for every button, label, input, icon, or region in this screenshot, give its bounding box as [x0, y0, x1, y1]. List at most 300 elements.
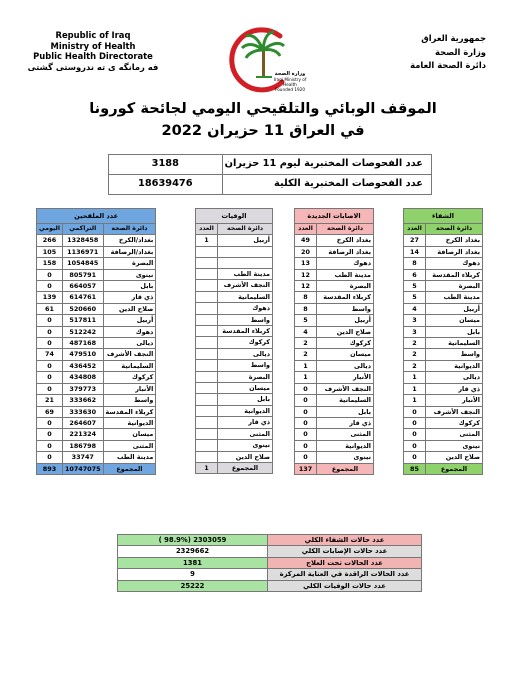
deaths-count: [196, 440, 218, 451]
vaccinated-daily: 0: [37, 417, 63, 428]
summary-value: 9: [118, 569, 268, 580]
summary-label: عدد حالات الإصابات الكلي: [268, 546, 422, 557]
summary-label: عدد حالات الشفاء الكلي: [268, 535, 422, 546]
summary-table: [117, 534, 422, 592]
cases-row: [295, 235, 374, 246]
vaccinated-cumulative: 805791: [62, 269, 103, 280]
deaths-count: [196, 383, 218, 394]
vaccinated-daily: 0: [37, 338, 63, 349]
recovered-name: المثنى: [426, 429, 483, 440]
vaccinated-name: ميسان: [103, 429, 156, 440]
tests-total-value: 18639476: [109, 175, 223, 195]
vaccinated-col-daily: اليومي: [37, 224, 63, 235]
recovered-count: 3: [404, 326, 426, 337]
deaths-count: [196, 348, 218, 359]
vaccinated-name: الديوانية: [103, 417, 156, 428]
deaths-row: [196, 405, 273, 416]
cases-name: بغداد الرصافة: [317, 246, 374, 257]
vaccinated-row: [37, 303, 156, 314]
deaths-row: [196, 291, 273, 302]
recovered-count: 4: [404, 303, 426, 314]
vaccinated-name: المثنى: [103, 440, 156, 451]
recovered-name: بابل: [426, 326, 483, 337]
recovered-row: [404, 360, 483, 371]
deaths-row: [196, 360, 273, 371]
cases-row: [295, 292, 374, 303]
deaths-name: دهوك: [218, 303, 273, 314]
recovered-count: 2: [404, 349, 426, 360]
deaths-count: [196, 405, 218, 416]
recovered-count: 3: [404, 315, 426, 326]
cases-name: أربيل: [317, 315, 374, 326]
deaths-count: 1: [196, 235, 218, 246]
recovered-row: [404, 235, 483, 246]
cases-count: 1: [295, 372, 317, 383]
cases-count: 5: [295, 315, 317, 326]
recovered-total: 85: [404, 463, 426, 474]
vaccinated-daily: 0: [37, 269, 63, 280]
recovered-count: 2: [404, 360, 426, 371]
vaccinated-name: البصرة: [103, 258, 156, 269]
vaccinated-cumulative: 379773: [62, 383, 103, 394]
cases-count: 8: [295, 292, 317, 303]
vaccinated-row: [37, 338, 156, 349]
vaccinated-table: [36, 208, 156, 475]
cases-title: الاصابات الجديدة: [295, 209, 374, 224]
vaccinated-name: بغداد/الرصافة: [103, 246, 156, 257]
recovered-row: [404, 406, 483, 417]
cases-name: صلاح الدين: [317, 326, 374, 337]
recovered-row: [404, 372, 483, 383]
recovered-name: واسط: [426, 349, 483, 360]
vaccinated-daily: 0: [37, 372, 63, 383]
deaths-name: [218, 257, 273, 268]
vaccinated-row: [37, 372, 156, 383]
recovered-count: 6: [404, 269, 426, 280]
deaths-name: أربيل: [218, 235, 273, 246]
vaccinated-daily: 61: [37, 303, 63, 314]
deaths-name: ديالى: [218, 348, 273, 359]
cases-col-count: العدد: [295, 224, 317, 235]
recovered-count: 0: [404, 452, 426, 463]
cases-name: البصرة: [317, 281, 374, 292]
vaccinated-name: دهوك: [103, 326, 156, 337]
recovered-row: [404, 281, 483, 292]
vaccinated-row: [37, 281, 156, 292]
deaths-row: [196, 348, 273, 359]
deaths-name: واسط: [218, 314, 273, 325]
cases-count: 0: [295, 383, 317, 394]
logo-text: Founded 1920: [274, 87, 305, 92]
vaccinated-row: [37, 349, 156, 360]
vaccinated-cumulative: 436452: [62, 360, 103, 371]
deaths-name: ذي قار: [218, 417, 273, 428]
cases-row: [295, 360, 374, 371]
vaccinated-cumulative: 1054845: [62, 258, 103, 269]
cases-row: [295, 406, 374, 417]
vaccinated-cumulative: 517811: [62, 315, 103, 326]
cases-name: واسط: [317, 303, 374, 314]
cases-row: [295, 246, 374, 257]
deaths-name: واسط: [218, 360, 273, 371]
vaccinated-daily: 266: [37, 235, 63, 246]
recovered-count: 1: [404, 383, 426, 394]
deaths-count: [196, 246, 218, 257]
vaccinated-row: [37, 440, 156, 451]
cases-row: [295, 269, 374, 280]
vaccinated-total-label: المجموع: [103, 463, 156, 474]
summary-row: [118, 557, 422, 568]
recovered-count: 2: [404, 338, 426, 349]
recovered-row: [404, 452, 483, 463]
recovered-count: 0: [404, 429, 426, 440]
recovered-name: نينوى: [426, 440, 483, 451]
deaths-count: [196, 428, 218, 439]
recovered-row: [404, 258, 483, 269]
cases-row: [295, 440, 374, 451]
recovered-col-count: العدد: [404, 224, 426, 235]
vaccinated-name: الأنبار: [103, 383, 156, 394]
recovered-count: 1: [404, 395, 426, 406]
vaccinated-col-name: دائرة الصحة: [103, 224, 156, 235]
deaths-row: [196, 303, 273, 314]
cases-row: [295, 281, 374, 292]
vaccinated-daily: 0: [37, 429, 63, 440]
vaccinated-daily: 0: [37, 383, 63, 394]
cases-table: [294, 208, 374, 475]
summary-row: [118, 580, 422, 591]
vaccinated-cumulative: 333630: [62, 406, 103, 417]
vaccinated-daily: 74: [37, 349, 63, 360]
recovered-count: 0: [404, 440, 426, 451]
cases-row: [295, 417, 374, 428]
deaths-name: مدينة الطب: [218, 269, 273, 280]
recovered-col-name: دائرة الصحة: [426, 224, 483, 235]
recovered-count: 8: [404, 258, 426, 269]
deaths-name: البصرة: [218, 371, 273, 382]
recovered-name: كركوك: [426, 417, 483, 428]
vaccinated-name: بابل: [103, 281, 156, 292]
deaths-name: صلاح الدين: [218, 451, 273, 462]
recovered-count: 14: [404, 246, 426, 257]
deaths-total: 1: [196, 462, 218, 473]
vaccinated-name: النجف الأشرف: [103, 349, 156, 360]
vaccinated-cumulative: 221324: [62, 429, 103, 440]
deaths-row: [196, 326, 273, 337]
deaths-name: النجف الأشرف: [218, 280, 273, 291]
cases-row: [295, 349, 374, 360]
vaccinated-cumulative: 487168: [62, 338, 103, 349]
cases-name: دهوك: [317, 258, 374, 269]
deaths-col-count: العدد: [196, 224, 218, 235]
deaths-name: ميسان: [218, 383, 273, 394]
summary-value: 25222: [118, 580, 268, 591]
vaccinated-daily: 105: [37, 246, 63, 257]
vaccinated-cumulative: 512242: [62, 326, 103, 337]
cases-count: 2: [295, 338, 317, 349]
recovered-row: [404, 303, 483, 314]
header-english: [18, 30, 168, 72]
recovered-row: [404, 269, 483, 280]
cases-count: 1: [295, 360, 317, 371]
deaths-count: [196, 337, 218, 348]
recovered-name: البصرة: [426, 281, 483, 292]
recovered-row: [404, 246, 483, 257]
deaths-row: [196, 235, 273, 246]
vaccinated-cumulative: 33747: [62, 452, 103, 463]
vaccinated-row: [37, 406, 156, 417]
vaccinated-daily: 158: [37, 258, 63, 269]
cases-row: [295, 395, 374, 406]
vaccinated-cumulative: 186798: [62, 440, 103, 451]
recovered-total-label: المجموع: [426, 463, 483, 474]
vaccinated-row: [37, 315, 156, 326]
report-title-line1: الموقف الوبائي والتلقيحي اليومي لجائحة كورونا: [89, 100, 437, 117]
cases-count: 13: [295, 258, 317, 269]
cases-name: النجف الأشرف: [317, 383, 374, 394]
cases-row: [295, 315, 374, 326]
deaths-name: المثنى: [218, 428, 273, 439]
deaths-row: [196, 394, 273, 405]
recovered-count: 5: [404, 281, 426, 292]
cases-row: [295, 372, 374, 383]
vaccinated-daily: 0: [37, 326, 63, 337]
vaccinated-daily: 0: [37, 281, 63, 292]
cases-name: ميسان: [317, 349, 374, 360]
recovered-name: الديوانية: [426, 360, 483, 371]
recovered-name: دهوك: [426, 258, 483, 269]
header-ar-line: جمهورية العراق: [421, 33, 486, 43]
deaths-name: نينوى: [218, 440, 273, 451]
deaths-row: [196, 269, 273, 280]
cases-name: الأنبار: [317, 372, 374, 383]
summary-label: عدد الحالات تحت العلاج: [268, 557, 422, 568]
header-en-line: Republic of Iraq: [55, 30, 131, 40]
cases-name: كربلاء المقدسة: [317, 292, 374, 303]
vaccinated-name: ديالى: [103, 338, 156, 349]
logo-text: وزارة الصحة: [274, 71, 306, 77]
recovered-name: ديالى: [426, 372, 483, 383]
vaccinated-daily: 139: [37, 292, 63, 303]
recovered-name: ميسان: [426, 315, 483, 326]
deaths-row: [196, 383, 273, 394]
vaccinated-title: عدد الملقحين: [37, 209, 156, 224]
cases-name: نينوى: [317, 452, 374, 463]
tests-daily-label: عدد الفحوصات المختبرية ليوم 11 حزيران: [222, 155, 431, 175]
ministry-logo: [218, 20, 310, 100]
deaths-name: كركوك: [218, 337, 273, 348]
deaths-name: الديوانية: [218, 405, 273, 416]
cases-count: 0: [295, 440, 317, 451]
summary-row: [118, 569, 422, 580]
cases-count: 8: [295, 303, 317, 314]
recovered-row: [404, 395, 483, 406]
summary-value: 1381: [118, 557, 268, 568]
vaccinated-row: [37, 258, 156, 269]
header-ar-line: دائرة الصحة العامة: [410, 60, 486, 70]
recovered-name: صلاح الدين: [426, 452, 483, 463]
deaths-count: [196, 394, 218, 405]
header-en-line: فه رمانگه ی ته ندروستی گشتی: [27, 61, 159, 72]
recovered-row: [404, 417, 483, 428]
cases-count: 12: [295, 269, 317, 280]
recovered-title: الشفاء: [404, 209, 483, 224]
tests-daily-value: 3188: [109, 155, 223, 175]
vaccinated-cumulative: 333662: [62, 395, 103, 406]
summary-row: [118, 546, 422, 557]
vaccinated-name: صلاح الدين: [103, 303, 156, 314]
vaccinated-daily: 0: [37, 440, 63, 451]
cases-name: ذي قار: [317, 417, 374, 428]
summary-label: عدد الحالات الراقدة في العناية المركزة: [268, 569, 422, 580]
cases-row: [295, 326, 374, 337]
recovered-name: الأنبار: [426, 395, 483, 406]
vaccinated-row: [37, 269, 156, 280]
deaths-count: [196, 417, 218, 428]
vaccinated-row: [37, 246, 156, 257]
deaths-table: [195, 208, 273, 474]
recovered-name: السليمانية: [426, 338, 483, 349]
deaths-count: [196, 314, 218, 325]
deaths-name: كربلاء المقدسة: [218, 326, 273, 337]
summary-value: ( 98.9%) 2303059: [118, 535, 268, 546]
vaccinated-cumulative: 1328458: [62, 235, 103, 246]
deaths-count: [196, 326, 218, 337]
recovered-name: بغداد الكرخ: [426, 235, 483, 246]
vaccinated-row: [37, 326, 156, 337]
deaths-row: [196, 371, 273, 382]
recovered-name: كربلاء المقدسة: [426, 269, 483, 280]
vaccinated-row: [37, 292, 156, 303]
cases-total-label: المجموع: [317, 463, 374, 474]
deaths-name: السليمانية: [218, 291, 273, 302]
vaccinated-row: [37, 452, 156, 463]
deaths-name: [218, 246, 273, 257]
vaccinated-cumulative: 520660: [62, 303, 103, 314]
recovered-count: 1: [404, 372, 426, 383]
cases-count: 2: [295, 349, 317, 360]
cases-name: المثنى: [317, 429, 374, 440]
deaths-count: [196, 291, 218, 302]
tests-row: [109, 175, 432, 195]
deaths-row: [196, 337, 273, 348]
recovered-count: 5: [404, 292, 426, 303]
recovered-name: النجف الأشرف: [426, 406, 483, 417]
recovered-row: [404, 429, 483, 440]
cases-name: كركوك: [317, 338, 374, 349]
recovered-row: [404, 440, 483, 451]
vaccinated-name: السليمانية: [103, 360, 156, 371]
vaccinated-daily: 0: [37, 452, 63, 463]
vaccinated-cumulative: 434808: [62, 372, 103, 383]
vaccinated-daily: 0: [37, 360, 63, 371]
cases-name: بغداد الكرخ: [317, 235, 374, 246]
recovered-row: [404, 338, 483, 349]
cases-col-name: دائرة الصحة: [317, 224, 374, 235]
header-en-line: Public Health Directorate: [33, 51, 153, 62]
recovered-row: [404, 315, 483, 326]
deaths-title: الوفيات: [196, 209, 273, 224]
deaths-count: [196, 451, 218, 462]
deaths-count: [196, 280, 218, 291]
vaccinated-cumulative: 664057: [62, 281, 103, 292]
deaths-row: [196, 417, 273, 428]
recovered-row: [404, 292, 483, 303]
cases-row: [295, 258, 374, 269]
recovered-name: بغداد الرصافة: [426, 246, 483, 257]
vaccinated-row: [37, 235, 156, 246]
cases-name: بابل: [317, 406, 374, 417]
summary-value: 2329662: [118, 546, 268, 557]
recovered-name: مدينة الطب: [426, 292, 483, 303]
deaths-row: [196, 246, 273, 257]
vaccinated-name: واسط: [103, 395, 156, 406]
deaths-col-name: دائرة الصحة: [218, 224, 273, 235]
vaccinated-name: بغداد/الكرخ: [103, 235, 156, 246]
deaths-name: بابل: [218, 394, 273, 405]
cases-name: الديوانية: [317, 440, 374, 451]
vaccinated-row: [37, 360, 156, 371]
vaccinated-cumulative: 264607: [62, 417, 103, 428]
recovered-count: 0: [404, 417, 426, 428]
recovered-row: [404, 326, 483, 337]
cases-count: 49: [295, 235, 317, 246]
cases-row: [295, 383, 374, 394]
vaccinated-name: أربيل: [103, 315, 156, 326]
tests-table: [108, 154, 432, 195]
cases-name: السليمانية: [317, 395, 374, 406]
deaths-row: [196, 314, 273, 325]
vaccinated-cumulative: 614761: [62, 292, 103, 303]
deaths-count: [196, 269, 218, 280]
report-title-line2: في العراق 11 حزيران 2022: [161, 122, 365, 139]
vaccinated-cumulative: 479510: [62, 349, 103, 360]
vaccinated-name: كركوك: [103, 372, 156, 383]
cases-count: 12: [295, 281, 317, 292]
deaths-count: [196, 303, 218, 314]
vaccinated-daily: 69: [37, 406, 63, 417]
cases-count: 0: [295, 429, 317, 440]
cases-count: 0: [295, 452, 317, 463]
recovered-row: [404, 349, 483, 360]
deaths-count: [196, 360, 218, 371]
deaths-row: [196, 440, 273, 451]
vaccinated-name: مدينة الطب: [103, 452, 156, 463]
vaccinated-col-cumulative: التراكمي: [62, 224, 103, 235]
summary-label: عدد حالات الوفيات الكلي: [268, 580, 422, 591]
deaths-row: [196, 257, 273, 268]
vaccinated-name: نينوى: [103, 269, 156, 280]
cases-count: 0: [295, 406, 317, 417]
cases-row: [295, 429, 374, 440]
recovered-row: [404, 383, 483, 394]
deaths-count: [196, 371, 218, 382]
header-en-line: Ministry of Health: [50, 40, 136, 51]
cases-name: مدينة الطب: [317, 269, 374, 280]
vaccinated-row: [37, 429, 156, 440]
vaccinated-total-daily: 893: [37, 463, 63, 474]
recovered-count: 0: [404, 406, 426, 417]
vaccinated-cumulative: 1136971: [62, 246, 103, 257]
cases-count: 0: [295, 417, 317, 428]
vaccinated-daily: 0: [37, 315, 63, 326]
vaccinated-total-cumulative: 10747075: [62, 463, 103, 474]
cases-row: [295, 303, 374, 314]
recovered-table: [403, 208, 483, 475]
recovered-count: 27: [404, 235, 426, 246]
deaths-row: [196, 451, 273, 462]
deaths-total-label: المجموع: [218, 462, 273, 473]
